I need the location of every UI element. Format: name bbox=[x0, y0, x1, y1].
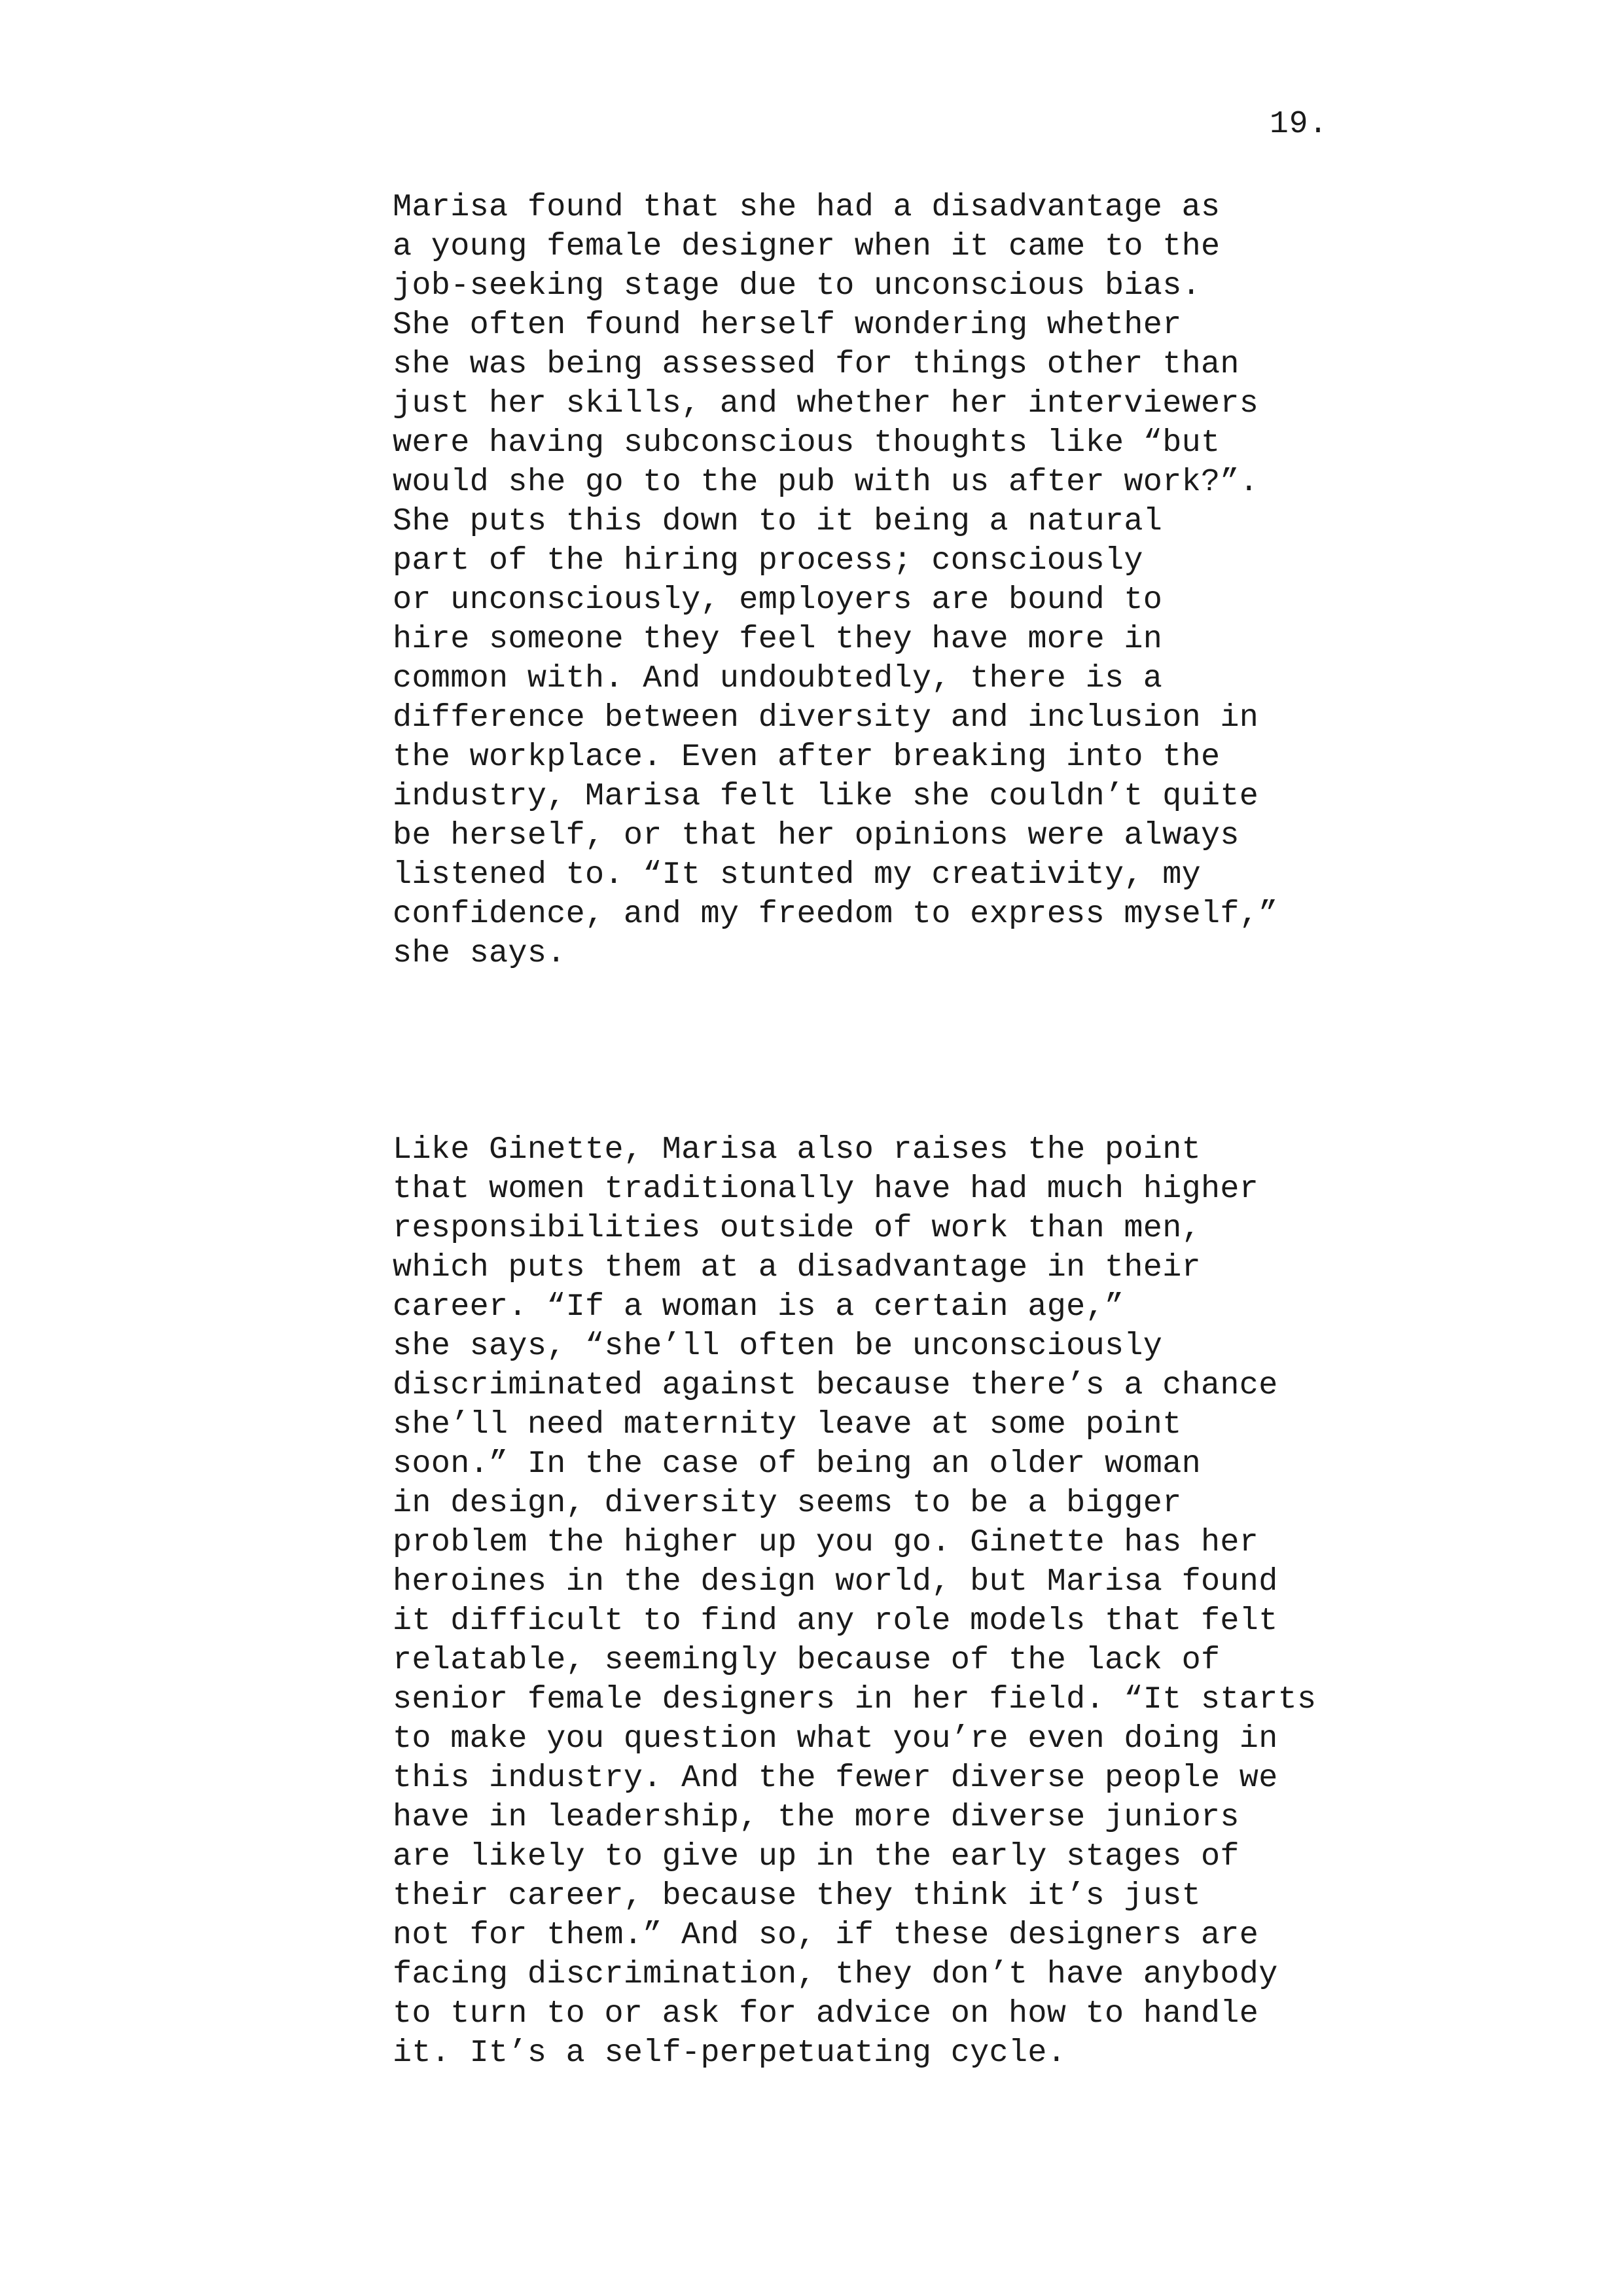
text-line: problem the higher up you go. Ginette has her bbox=[393, 1524, 1259, 1560]
text-line: confidence, and my freedom to express myself,” bbox=[393, 896, 1278, 932]
text-line: would she go to the pub with us after work?”. bbox=[393, 464, 1259, 500]
text-line: heroines in the design world, but Marisa found bbox=[393, 1564, 1278, 1600]
text-line: senior female designers in her field. “It starts bbox=[393, 1681, 1317, 1717]
body-paragraph-2 bbox=[393, 1130, 1374, 2073]
text-line: she’ll need maternity leave at some point bbox=[393, 1407, 1182, 1443]
text-line: just her skills, and whether her interviewers bbox=[393, 386, 1259, 422]
text-line: in design, diversity seems to be a bigger bbox=[393, 1485, 1182, 1521]
text-line: soon.” In the case of being an older woman bbox=[393, 1446, 1201, 1482]
text-line: this industry. And the fewer diverse people we bbox=[393, 1760, 1278, 1796]
text-line: hire someone they feel they have more in bbox=[393, 621, 1163, 657]
text-line: a young female designer when it came to the bbox=[393, 228, 1221, 264]
body-paragraph-1 bbox=[393, 188, 1374, 973]
text-line: or unconsciously, employers are bound to bbox=[393, 582, 1163, 618]
text-line: to make you question what you’re even doing in bbox=[393, 1721, 1278, 1757]
text-line: Like Ginette, Marisa also raises the point bbox=[393, 1132, 1201, 1168]
text-line: it. It’s a self-perpetuating cycle. bbox=[393, 2035, 1067, 2071]
text-line: she says, “she’ll often be unconsciously bbox=[393, 1328, 1163, 1364]
text-line: be herself, or that her opinions were always bbox=[393, 817, 1240, 853]
text-line: relatable, seemingly because of the lack of bbox=[393, 1642, 1221, 1678]
text-line: listened to. “It stunted my creativity, my bbox=[393, 857, 1201, 893]
text-line: it difficult to find any role models that felt bbox=[393, 1603, 1278, 1639]
text-line: industry, Marisa felt like she couldn’t quite bbox=[393, 778, 1259, 814]
text-line: which puts them at a disadvantage in their bbox=[393, 1249, 1201, 1285]
text-line: career. “If a woman is a certain age,” bbox=[393, 1289, 1124, 1325]
text-line: were having subconscious thoughts like “but bbox=[393, 425, 1221, 461]
text-line: to turn to or ask for advice on how to handle bbox=[393, 1996, 1259, 2032]
text-line: discriminated against because there’s a chance bbox=[393, 1367, 1278, 1403]
text-line: she says. bbox=[393, 935, 566, 971]
text-line: have in leadership, the more diverse juniors bbox=[393, 1799, 1240, 1835]
text-line: their career, because they think it’s just bbox=[393, 1878, 1201, 1914]
text-line: part of the hiring process; consciously bbox=[393, 543, 1143, 579]
text-line: responsibilities outside of work than men, bbox=[393, 1210, 1201, 1246]
text-line: are likely to give up in the early stages of bbox=[393, 1839, 1240, 1874]
text-line: job-seeking stage due to unconscious bias. bbox=[393, 268, 1201, 304]
text-line: Marisa found that she had a disadvantage as bbox=[393, 189, 1221, 225]
text-line: She puts this down to it being a natural bbox=[393, 503, 1163, 539]
text-line: facing discrimination, they don’t have anybody bbox=[393, 1956, 1278, 1992]
text-line: the workplace. Even after breaking into the bbox=[393, 739, 1221, 775]
text-line: difference between diversity and inclusion in bbox=[393, 700, 1259, 736]
text-line: common with. And undoubtedly, there is a bbox=[393, 660, 1163, 696]
text-line: She often found herself wondering whether bbox=[393, 307, 1182, 343]
page-number: 19. bbox=[1270, 107, 1329, 142]
text-line: she was being assessed for things other than bbox=[393, 346, 1240, 382]
text-line: that women traditionally have had much higher bbox=[393, 1171, 1259, 1207]
text-line: not for them.” And so, if these designers are bbox=[393, 1917, 1259, 1953]
